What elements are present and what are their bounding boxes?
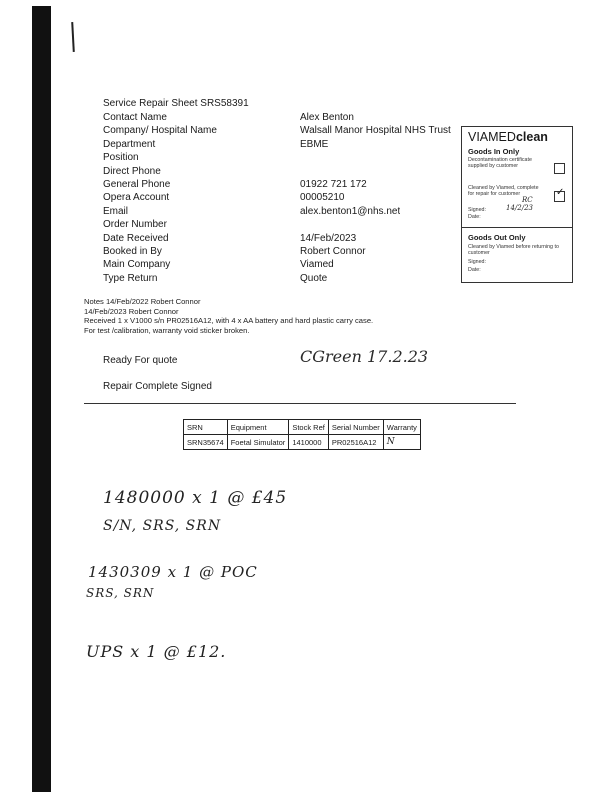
ready-for-quote-label: Ready For quote	[103, 355, 178, 366]
handwritten-line-1: 1480000 x 1 @ £45	[103, 488, 288, 508]
table-header-row	[184, 420, 421, 435]
out-date-label: Date:	[468, 267, 481, 273]
note-line: Received 1 x V1000 s/n PR02516A12, with 4 x AA battery and hard plastic carry case.	[84, 316, 374, 325]
cell-serial-number: PR02516A12	[328, 435, 383, 450]
field-value: Viamed	[300, 259, 334, 271]
decontamination-text: Decontamination certificate supplied by customer	[468, 157, 532, 169]
equipment-table	[183, 419, 421, 450]
sticker-initials: RC	[522, 196, 533, 204]
field-label: Position	[103, 152, 139, 164]
field-label: Date Received	[103, 232, 169, 244]
column-header-warranty: Warranty	[383, 420, 420, 435]
field-label: Email	[103, 205, 129, 217]
field-label: Type Return	[103, 272, 158, 284]
field-value: EBME	[300, 138, 329, 150]
field-value: Alex Benton	[300, 112, 354, 123]
handwritten-line-2: S/N, SRS, SRN	[103, 518, 222, 534]
field-value: 00005210	[300, 192, 345, 204]
brand-prefix: VIAMED	[468, 130, 516, 144]
field-label: Main Company	[103, 259, 171, 271]
viamed-clean-sticker	[461, 126, 573, 283]
goods-in-heading: Goods In Only	[468, 147, 520, 156]
sheet-title: Service Repair Sheet SRS58391	[103, 98, 249, 109]
date-label: Date:	[468, 214, 481, 220]
field-value: Quote	[300, 272, 328, 284]
column-header-srn: SRN	[184, 420, 228, 435]
pen-mark	[71, 22, 75, 52]
cleaned-text: Cleaned by Viamed, complete for repair for customer	[468, 185, 539, 197]
field-label: Booked in By	[103, 245, 162, 257]
viamed-clean-logo	[468, 130, 548, 144]
handwritten-line-5: UPS x 1 @ £12.	[86, 642, 227, 661]
field-value: alex.benton1@nhs.net	[300, 205, 401, 217]
notes-block	[84, 297, 373, 335]
column-header-equipment: Equipment	[227, 420, 289, 435]
cleaned-checkbox	[554, 187, 565, 202]
handwritten-line-4: SRS, SRN	[86, 586, 155, 600]
handwritten-line-3: 1430309 x 1 @ POC	[88, 563, 258, 581]
cell-stock-ref: 1410000	[289, 435, 329, 450]
column-header-serial-number: Serial Number	[328, 420, 383, 435]
field-label: Contact Name	[103, 112, 167, 123]
check-mark-icon: ✓	[556, 187, 565, 198]
field-value: Robert Connor	[300, 245, 366, 257]
field-value: Walsall Manor Hospital NHS Trust	[300, 125, 451, 137]
cell-warranty: N	[383, 435, 420, 450]
field-value: 14/Feb/2023	[300, 232, 357, 244]
cell-equipment: Foetal Simulator	[227, 435, 289, 450]
sticker-signature: 14/2/23	[506, 204, 533, 212]
goods-out-heading: Goods Out Only	[468, 233, 526, 242]
table-row	[184, 435, 421, 450]
note-line: 14/Feb/2023 Robert Connor	[84, 306, 179, 316]
decontamination-checkbox	[554, 163, 565, 174]
note-line: Notes 14/Feb/2022 Robert Connor	[84, 297, 201, 306]
scan-edge	[32, 6, 51, 792]
field-value: 01922 721 172	[300, 178, 367, 190]
field-label: Company/ Hospital Name	[103, 125, 217, 137]
field-label: Order Number	[103, 219, 167, 231]
horizontal-rule	[84, 403, 516, 404]
out-signed-label: Signed:	[468, 259, 486, 265]
goods-out-text: Cleaned by Viamed before returning to customer	[468, 244, 559, 256]
signed-label: Signed:	[468, 207, 486, 213]
column-header-stock-ref: Stock Ref	[289, 420, 329, 435]
repair-complete-label: Repair Complete Signed	[103, 381, 212, 392]
note-line: For test /calibration, warranty void sticker broken.	[84, 325, 250, 335]
field-label: Opera Account	[103, 192, 170, 204]
field-label: General Phone	[103, 178, 171, 190]
field-label: Department	[103, 138, 156, 150]
cell-srn: SRN35674	[184, 435, 228, 450]
ready-signature: CGreen 17.2.23	[300, 347, 429, 366]
brand-suffix: clean	[515, 130, 548, 144]
field-label: Direct Phone	[103, 165, 161, 177]
sticker-divider	[462, 227, 572, 228]
